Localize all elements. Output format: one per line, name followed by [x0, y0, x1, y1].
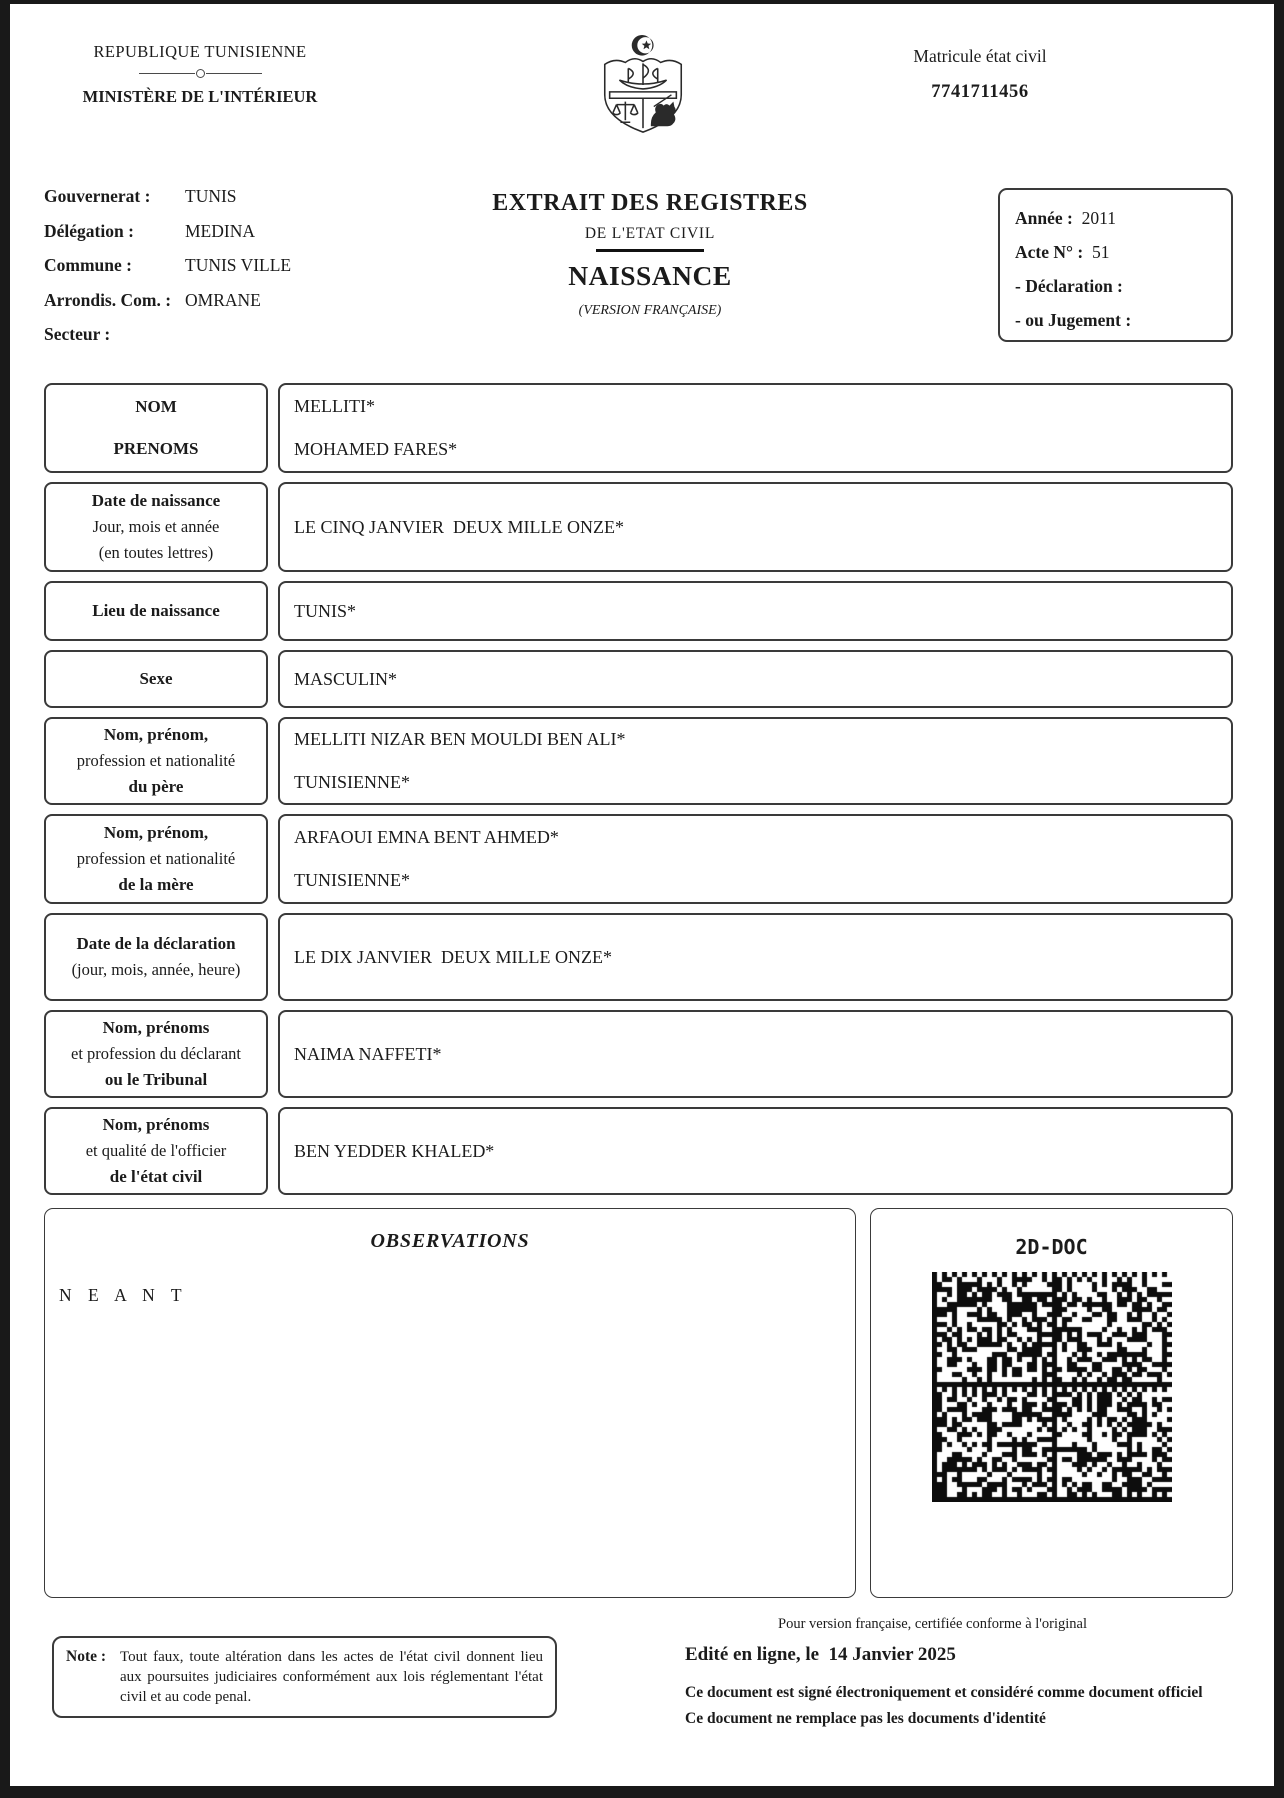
location-row	[44, 318, 374, 353]
title-naissance: NAISSANCE	[568, 259, 732, 291]
act-box	[998, 188, 1233, 342]
field-label-sexe	[44, 650, 268, 708]
field-label-pere	[44, 717, 268, 805]
field-value-line: TUNISIENNE*	[294, 772, 410, 792]
location-row	[44, 284, 374, 319]
field-row-declarant	[44, 1010, 1233, 1098]
document-page	[10, 4, 1274, 1786]
field-label-line: de l'état civil	[109, 1167, 203, 1186]
act-label: - Déclaration :	[1015, 276, 1123, 296]
ministry-title: MINISTÈRE DE L'INTÉRIEUR	[82, 87, 318, 106]
field-label-lieu-naissance	[44, 581, 268, 641]
field-row-lieu-naissance	[44, 581, 1233, 641]
field-label-line: Date de naissance	[91, 491, 221, 510]
field-value-officier	[278, 1107, 1233, 1195]
field-label-nom-prenoms	[44, 383, 268, 473]
title-version: (VERSION FRANÇAISE)	[578, 302, 722, 318]
field-label-line: ou le Tribunal	[104, 1070, 208, 1089]
act-value: 2011	[1072, 208, 1116, 228]
field-value-line: MELLITI NIZAR BEN MOULDI BEN ALI*	[294, 729, 626, 749]
field-value-line: BEN YEDDER KHALED*	[294, 1140, 495, 1161]
act-label: - ou Jugement :	[1015, 310, 1132, 330]
field-label-line: profession et nationalité	[76, 751, 236, 770]
field-row-pere	[44, 717, 1233, 805]
field-label-line: (en toutes lettres)	[98, 543, 214, 562]
field-value-mere	[278, 814, 1233, 904]
observations-section	[44, 1208, 1233, 1598]
fields	[44, 383, 1233, 1204]
field-row-date-naissance	[44, 482, 1233, 572]
note-box	[52, 1636, 557, 1718]
matricule-value: 7741711456	[931, 82, 1029, 102]
location-value: MEDINA	[185, 220, 255, 241]
matricule-label: Matricule état civil	[913, 46, 1047, 66]
field-value-line: ARFAOUI EMNA BENT AHMED*	[294, 827, 559, 847]
republic-title: REPUBLIQUE TUNISIENNE	[93, 42, 307, 61]
field-value-line: MOHAMED FARES*	[294, 439, 458, 459]
location-row	[44, 249, 374, 284]
field-row-nom-prenoms	[44, 383, 1233, 473]
act-row	[1015, 270, 1231, 304]
location-label: Commune :	[44, 255, 132, 275]
header-left	[60, 42, 340, 107]
field-label-line: de la mère	[118, 875, 194, 894]
location-label: Secteur :	[44, 324, 111, 344]
field-label-declarant	[44, 1010, 268, 1098]
title-registres: EXTRAIT DES REGISTRES	[492, 190, 808, 216]
location-block	[44, 180, 374, 353]
act-label: Année :	[1015, 208, 1073, 228]
act-label: Acte N° :	[1015, 242, 1084, 262]
location-value: TUNIS	[185, 186, 237, 206]
field-label-line: du père	[128, 777, 184, 796]
field-label-line: profession et nationalité	[76, 849, 236, 868]
divider-line	[206, 73, 262, 75]
field-label-line: Sexe	[139, 669, 173, 688]
act-value: 51	[1083, 242, 1110, 262]
field-label-line: et profession du déclarant	[71, 1044, 241, 1063]
field-value-line: LE CINQ JANVIER DEUX MILLE ONZE*	[294, 516, 624, 537]
note-text: Tout faux, toute altération dans les actes de l'état civil donnent lieu aux poursuites judiciaires conformément aux lois réglementant l'état civil et au code penal.	[120, 1649, 543, 1705]
field-value-date-naissance	[278, 482, 1233, 572]
location-value: TUNIS VILLE	[185, 255, 292, 275]
field-value-nom-prenoms	[278, 383, 1233, 473]
field-label-mere	[44, 814, 268, 904]
act-row	[1015, 304, 1231, 338]
location-row	[44, 180, 374, 215]
field-label-date-declaration	[44, 913, 268, 1001]
field-label-line: Date de la déclaration	[76, 934, 236, 953]
field-value-line: MASCULIN*	[294, 668, 398, 689]
act-row	[1015, 236, 1231, 270]
location-value: OMRANE	[185, 289, 261, 310]
header-divider	[60, 69, 340, 78]
footer-signed: Ce document est signé électroniquement et considéré comme document officiel	[685, 1684, 1203, 1701]
location-label: Gouvernerat :	[44, 186, 151, 206]
field-value-date-declaration	[278, 913, 1233, 1001]
field-row-mere	[44, 814, 1233, 904]
title-rule	[596, 249, 704, 252]
field-label-line: NOM	[135, 397, 177, 416]
field-value-sexe	[278, 650, 1233, 708]
field-label-line: (jour, mois, année, heure)	[71, 960, 241, 979]
footer-identity: Ce document ne remplace pas les documents d'identité	[685, 1710, 1046, 1727]
footer-certified: Pour version française, certifiée conforme à l'original	[778, 1616, 1087, 1632]
act-row	[1015, 202, 1231, 236]
title-block	[410, 190, 890, 319]
field-label-date-naissance	[44, 482, 268, 572]
note-label: Note :	[66, 1648, 107, 1665]
observations-title: OBSERVATIONS	[370, 1230, 530, 1252]
field-label-line: Nom, prénom,	[103, 725, 209, 744]
field-value-declarant	[278, 1010, 1233, 1098]
field-label-line: et qualité de l'officier	[85, 1141, 227, 1160]
field-value-lieu-naissance	[278, 581, 1233, 641]
field-row-sexe	[44, 650, 1233, 708]
divider-line	[139, 73, 195, 75]
field-label-line: Nom, prénoms	[102, 1115, 210, 1134]
field-value-pere	[278, 717, 1233, 805]
observations-box	[44, 1208, 856, 1598]
title-etat-civil: DE L'ETAT CIVIL	[584, 225, 716, 242]
footer-edited: Edité en ligne, le 14 Janvier 2025	[685, 1644, 956, 1665]
field-label-line: Nom, prénoms	[102, 1018, 210, 1037]
header-right	[845, 46, 1115, 103]
field-label-officier	[44, 1107, 268, 1195]
field-value-line: NAIMA NAFFETI*	[294, 1043, 442, 1064]
observations-value: N E A N T	[59, 1285, 188, 1305]
2d-doc-label: 2D-DOC	[1015, 1235, 1088, 1259]
field-label-line: PRENOMS	[113, 439, 199, 458]
field-value-line: LE DIX JANVIER DEUX MILLE ONZE*	[294, 946, 612, 967]
field-row-officier	[44, 1107, 1233, 1195]
location-row	[44, 215, 374, 250]
field-label-line: Jour, mois et année	[92, 517, 220, 536]
field-value-line: TUNIS*	[294, 600, 356, 621]
field-value-line: MELLITI*	[294, 396, 375, 416]
divider-circle	[196, 69, 205, 78]
field-value-line: TUNISIENNE*	[294, 870, 410, 890]
location-label: Arrondis. Com. :	[44, 289, 172, 310]
field-label-line: Nom, prénom,	[103, 823, 209, 842]
datamatrix-barcode	[932, 1272, 1172, 1502]
field-label-line: Lieu de naissance	[92, 601, 220, 620]
location-label: Délégation :	[44, 220, 134, 241]
2d-doc-box	[870, 1208, 1233, 1598]
field-row-date-declaration	[44, 913, 1233, 1001]
tunisia-coat-of-arms-icon	[598, 34, 688, 136]
